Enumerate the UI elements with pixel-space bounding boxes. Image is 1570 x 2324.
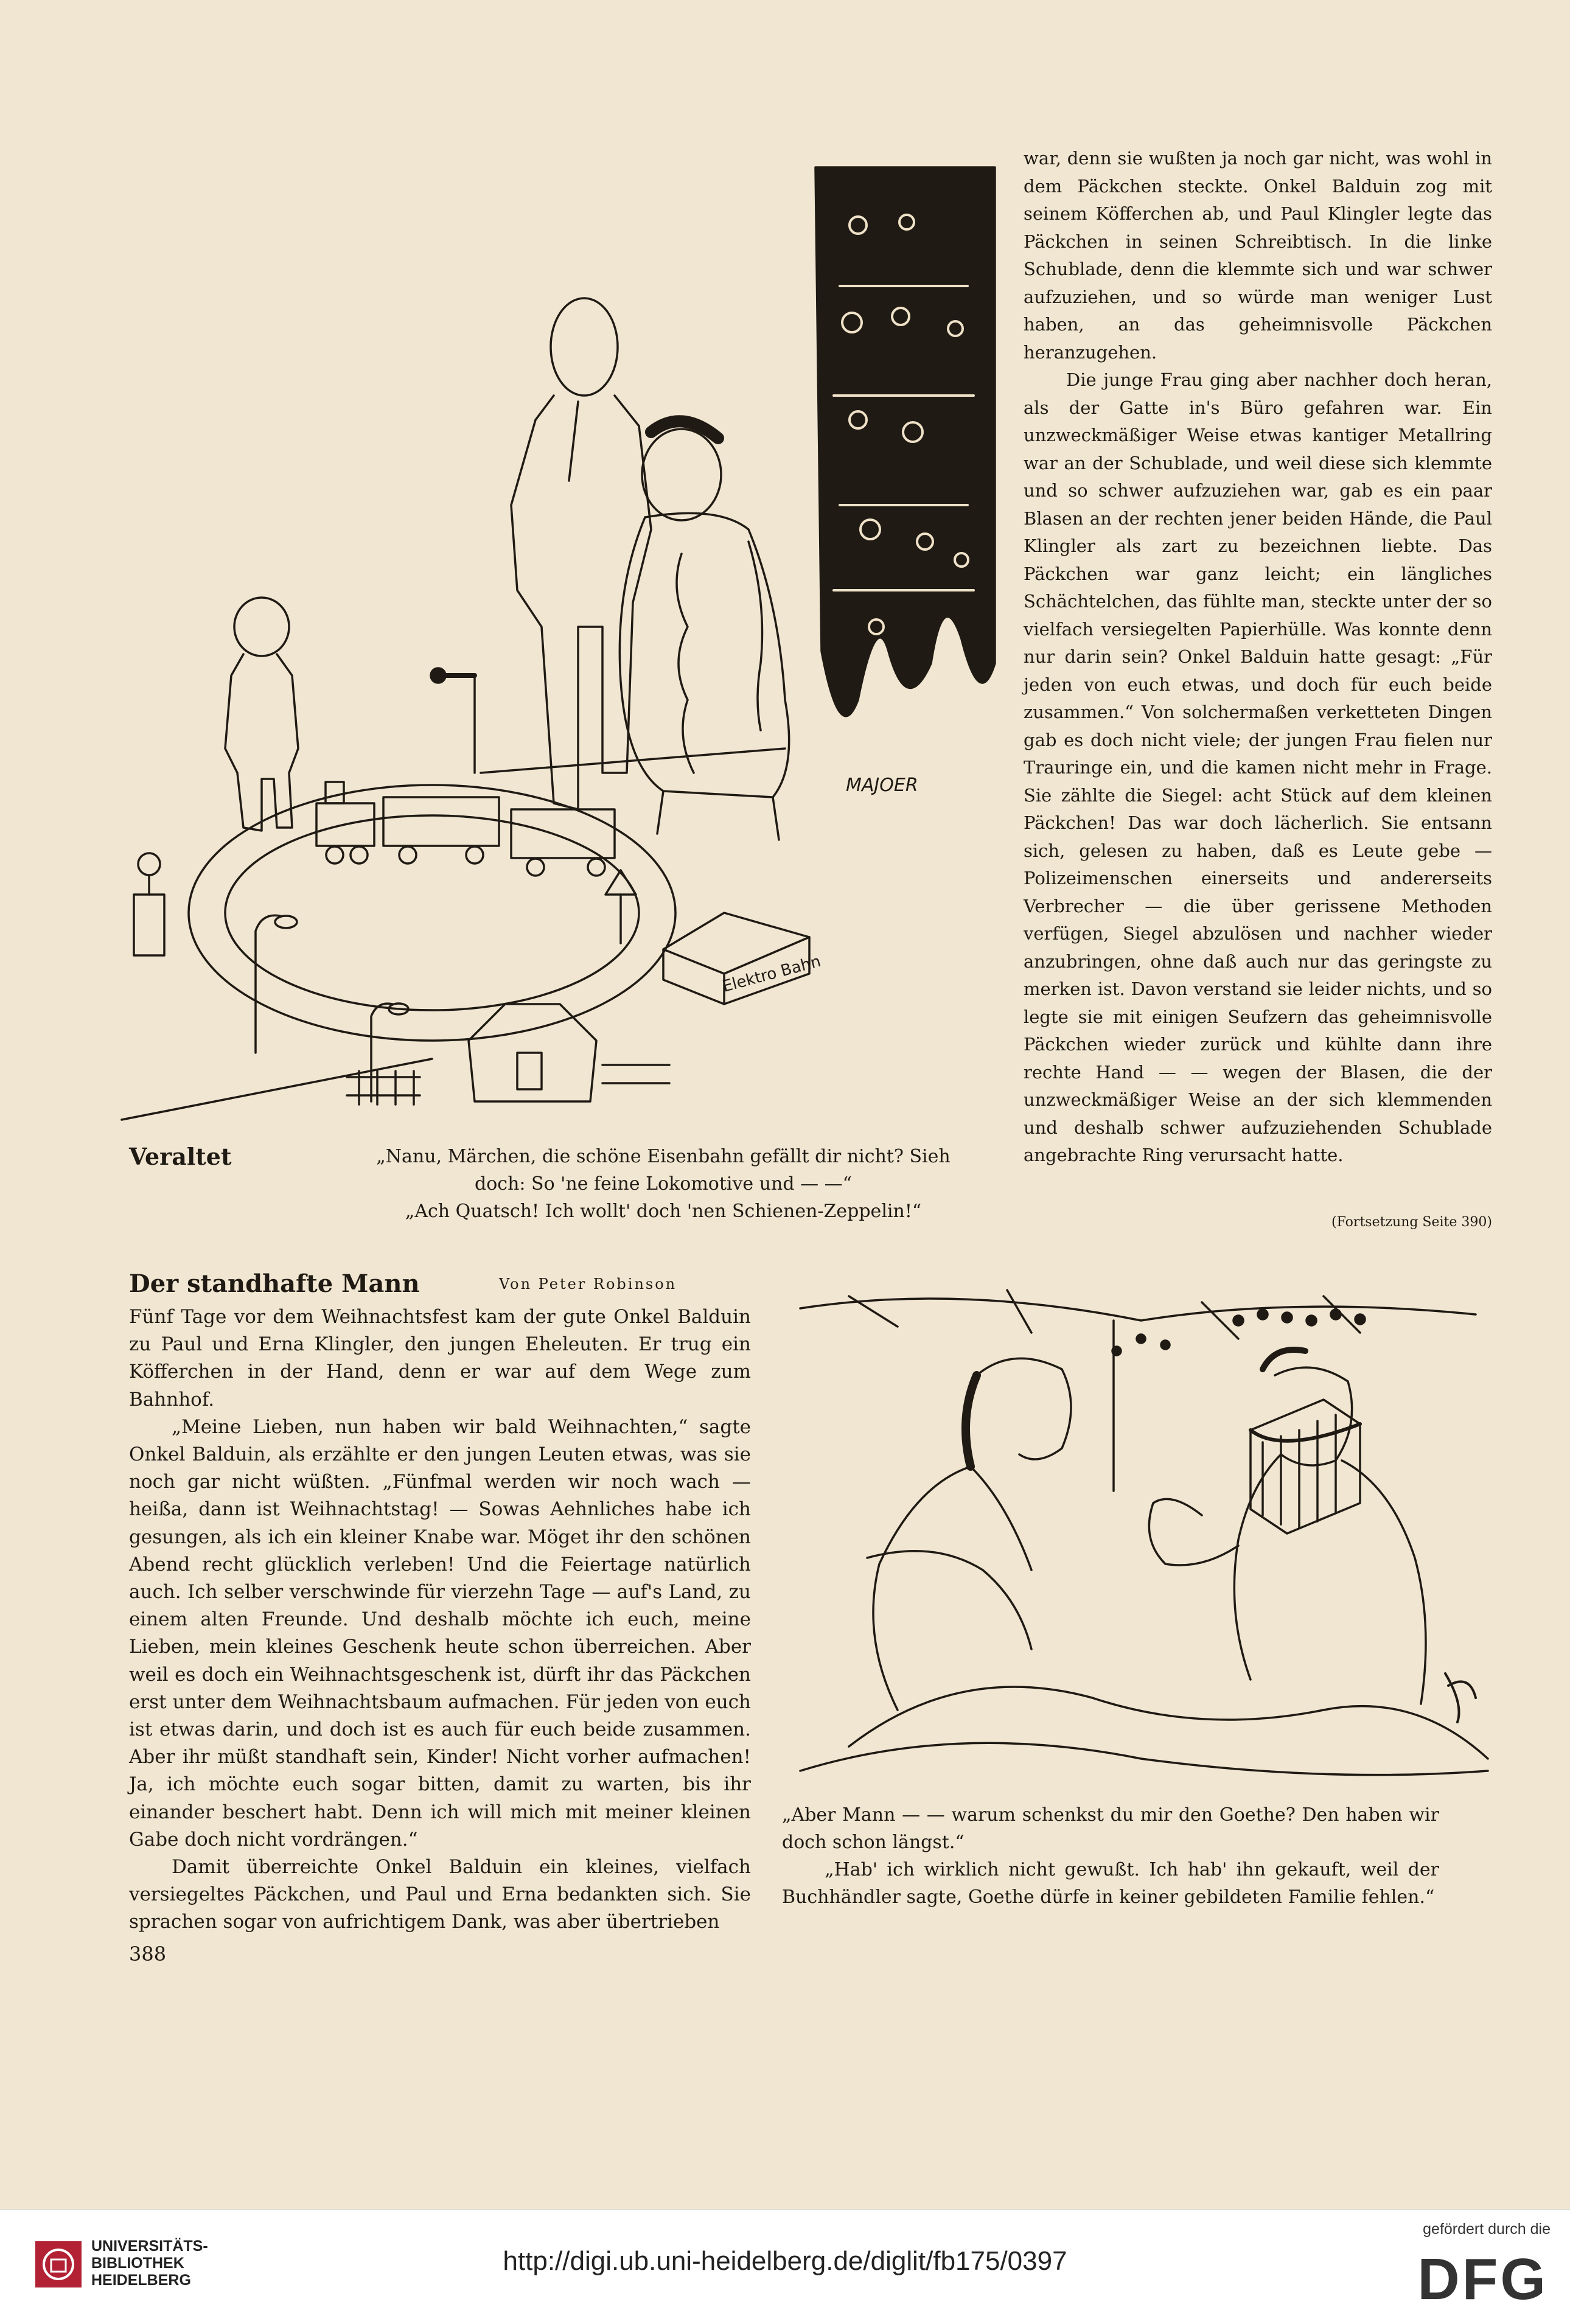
document-url[interactable]: http://digi.ub.uni-heidelberg.de/diglit/fb175/0397	[503, 2246, 1067, 2276]
paragraph: Die junge Frau ging aber nachher doch heran, als der Gatte in's Büro gefahren war. Ein unzweckmäßiger Weise etwas kantiger Metallring war an der Schublade, und weil diese sich klemmte und so schwer aufzuziehen war, gab es ein paar Blasen an der rechten jener beiden Hände, die Paul Klingler als zart zu bezeichnen liebte. Das Päckchen war ganz leicht; ein längliches Schächtelchen, das fühlte man, steckte unter der so vielfach versiegelten Papierhülle. Was konnte denn nur darin sein? Onkel Balduin hatte gesagt: „Für jeden von euch etwas, und doch für euch beide zusammen.“ Von solchermaßen verketteten Dingen gab es doch nicht viele; der jungen Frau fielen nur Trauringe ein, und die kamen nicht mehr in Frage. Sie zählte die Siegel: acht Stück auf dem kleinen Päckchen! Das war doch lächerlich. Sie entsann sich, gelesen zu haben, daß es Leute gebe — Polizeimenschen einerseits und andererseits Verbrecher — die über gerissene Methoden verfügen, Siegel abzulösen und nachher wieder anzubringen, ohne daß auch nur das geringste zu merken ist. Davon verstand sie leider nichts, und so legte sie mit einigen Seufzern das geheimnisvolle Päckchen wieder zurück und kühlte dann ihre rechte Hand — — wegen der Blasen, die der unzweckmäßiger Weise an der sich klemmenden und deshalb schwer aufzuziehenden Schublade angebrachte Ring verursacht hatte.	[1024, 369, 1492, 1165]
caption-line: „Ach Quatsch! Ich wollt' doch 'nen Schienen-Zeppelin!“	[405, 1201, 922, 1222]
caption-paragraph: „Hab' ich wirklich nicht gewußt. Ich hab' ihn gekauft, weil der Buchhändler sagte, Goethe dürfe in keiner gebildeten Familie fehlen.“	[782, 1859, 1439, 1908]
viewer-footer	[0, 2209, 1570, 2324]
paragraph: Damit überreichte Onkel Balduin ein kleines, vielfach versiegeltes Päckchen, und Paul und Erna bedankten sich. Sie sprachen sogar von aufrichtigem Dank, was aber übertrieben	[129, 1856, 751, 1933]
paragraph: „Meine Lieben, nun haben wir bald Weihnachten,“ sagte Onkel Balduin, als erzählte er den jungen Leuten etwas, was sie noch gar nicht wüßten. „Fünfmal werden wir noch wach — heißa, dann ist Weihnachtstag! — Sowas Aehnliches habe ich gesungen, als ich ein kleiner Knabe war. Möget ihr den schönen Abend recht glücklich verleben! Und die Feiertage natürlich auch. Ich selber verschwinde für vierzehn Tage — auf's Land, zu einem alten Freunde. Und deshalb möchte ich euch, meine Lieben, mein kleines Geschenk heute schon überreichen. Aber weil es doch ein Weihnachtsgeschenk ist, dürft ihr das Päckchen erst unter dem Weihnachtsbaum aufmachen. Für jeden von euch ist etwas darin, und doch ist es auch für euch beide zusammen. Aber ihr müßt standhaft sein, Kinder! Nicht vorher aufmachen! Ja, ich möchte euch sogar bitten, damit zu warten, bis ihr einander beschert habt. Denn ich will mich mit meiner kleinen Gabe doch nicht vordrängen.“	[129, 1415, 751, 1851]
paragraph: Fünf Tage vor dem Weihnachtsfest kam der gute Onkel Balduin zu Paul und Erna Klingler, den jungen Eheleuten. Er trug ein Köfferchen in der Hand, denn er war auf dem Wege zum Bahnhof.	[129, 1306, 751, 1411]
paragraph: war, denn sie wußten ja noch gar nicht, was wohl in dem Päckchen steckte. Onkel Balduin zog mit seinem Köfferchen ab, und Paul Klingler legte das Päckchen in seinen Schreibtisch. In die linke Schublade, denn die klemmte sich und war schwer aufzuziehen, und so würde man weniger Lust haben, an das geheimnisvolle Päckchen heranzugehen.	[1024, 148, 1492, 363]
library-name-line: BIBLIOTHEK	[91, 2255, 184, 2272]
cartoon-caption	[341, 1143, 986, 1225]
dfg-logo: DFG	[1417, 2247, 1548, 2312]
goethe-caption	[782, 1801, 1439, 1911]
goethe-cartoon-illustration	[776, 1284, 1494, 1783]
page-number: 388	[129, 1942, 167, 1966]
story-title: Der standhafte Mann	[129, 1269, 420, 1298]
continuation-note: (Fortsetzung Seite 390)	[1331, 1215, 1492, 1230]
funded-by-text: gefördert durch die	[1423, 2221, 1551, 2238]
library-name-line: UNIVERSITÄTS-	[91, 2238, 208, 2255]
artist-signature: MAJOER	[846, 775, 918, 796]
caption-line: doch: So 'ne feine Lokomotive und — —“	[475, 1173, 852, 1195]
train-cartoon-illustration	[116, 164, 1004, 1138]
library-name-line: HEIDELBERG	[91, 2272, 191, 2289]
story-byline: Von Peter Robinson	[499, 1275, 677, 1293]
right-column-text	[1024, 145, 1492, 1170]
caption-paragraph: „Aber Mann — — warum schenkst du mir den Goethe? Den haben wir doch schon längst.“	[782, 1804, 1439, 1853]
caption-title: Veraltet	[129, 1143, 232, 1170]
toy-box-label: Elektro Bahn	[720, 952, 823, 996]
caption-line: „Nanu, Märchen, die schöne Eisenbahn gefällt dir nicht? Sieh	[376, 1146, 951, 1167]
story-column	[129, 1303, 751, 1936]
